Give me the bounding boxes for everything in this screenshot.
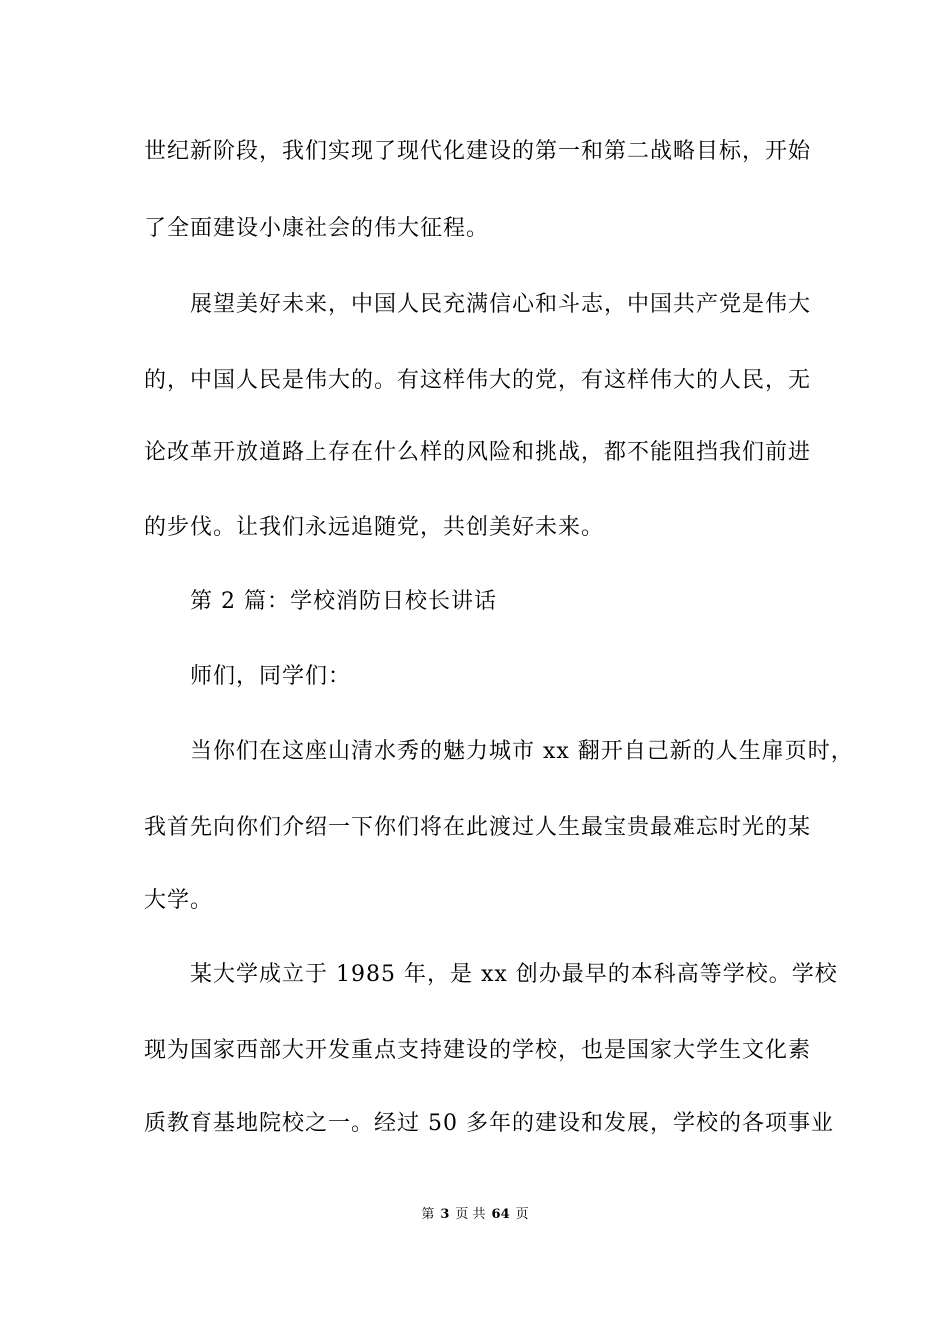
- text-line: 现为国家西部大开发重点支持建设的学校，也是国家大学生文化素: [144, 1038, 812, 1063]
- salutation: 师们，同学们：: [190, 664, 352, 689]
- text-line: 论改革开放道路上存在什么样的风险和挑战，都不能阻挡我们前进: [144, 440, 812, 465]
- text-line: 展望美好未来，中国人民充满信心和斗志，中国共产党是伟大: [190, 292, 812, 317]
- total-pages-number: 64: [491, 1207, 510, 1222]
- footer-middle: 页 共: [455, 1207, 486, 1222]
- text-line: 了全面建设小康社会的伟大征程。: [144, 216, 490, 241]
- current-page-number: 3: [440, 1207, 450, 1222]
- text-line: 的步伐。让我们永远追随党，共创美好未来。: [144, 515, 605, 540]
- page-footer: [0, 1207, 950, 1223]
- text-line: 质教育基地院校之一。经过 50 多年的建设和发展，学校的各项事业: [144, 1111, 834, 1136]
- footer-suffix: 页: [515, 1207, 529, 1222]
- section-heading: 第 2 篇：学校消防日校长讲话: [190, 589, 497, 614]
- text-line: 的，中国人民是伟大的。有这样伟大的党，有这样伟大的人民，无: [144, 368, 812, 393]
- text-line: 我首先向你们介绍一下你们将在此渡过人生最宝贵最难忘时光的某: [144, 815, 812, 840]
- footer-prefix: 第: [421, 1207, 435, 1222]
- text-line: 某大学成立于 1985 年，是 xx 创办最早的本科高等学校。学校: [190, 962, 838, 987]
- text-line: 世纪新阶段，我们实现了现代化建设的第一和第二战略目标，开始: [144, 139, 812, 164]
- text-line: 当你们在这座山清水秀的魅力城市 xx 翻开自己新的人生扉页时，: [190, 739, 854, 764]
- text-line: 大学。: [144, 888, 214, 913]
